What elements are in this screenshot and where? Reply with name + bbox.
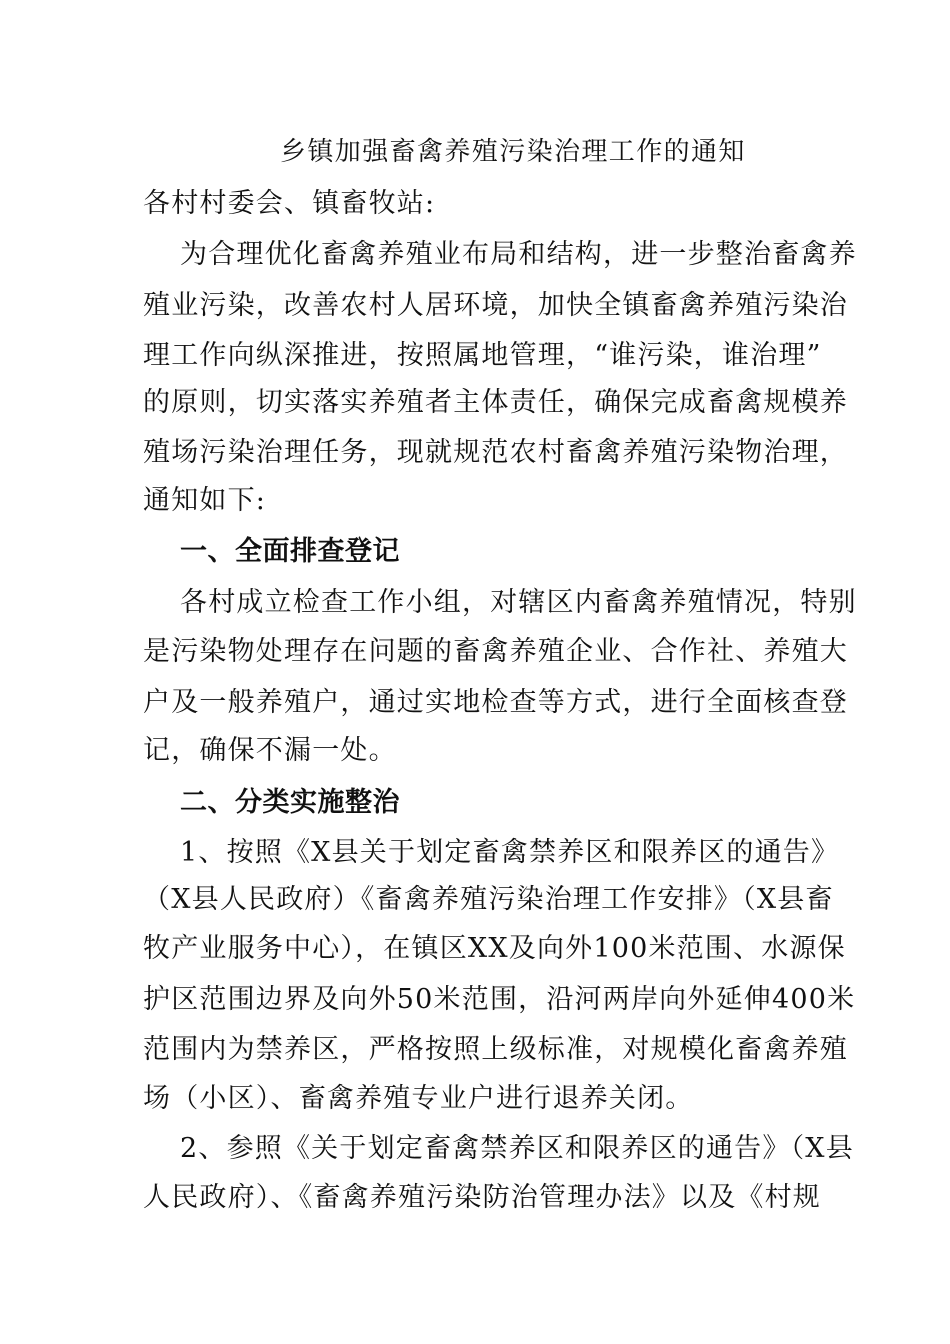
paragraph-line: 理工作向纵深推进，按照属地管理，“谁污染，谁治理” xyxy=(143,340,822,371)
paragraph-line: 牧产业服务中心），在镇区XX及向外100米范围、水源保 xyxy=(143,933,846,964)
document-title: 乡镇加强畜禽养殖污染治理工作的通知 xyxy=(280,137,746,167)
paragraph-line: 记，确保不漏一处。 xyxy=(143,735,397,766)
paragraph-line: 殖业污染，改善农村人居环境，加快全镇畜禽养殖污染治 xyxy=(143,290,848,321)
paragraph-line: 各村成立检查工作小组，对辖区内畜禽养殖情况，特别 xyxy=(180,587,857,618)
paragraph-line: 场（小区）、畜禽养殖专业户进行退养关闭。 xyxy=(143,1083,694,1114)
paragraph-line: 2、参照《关于划定畜禽禁养区和限养区的通告》（X县 xyxy=(180,1133,854,1164)
paragraph-line: 通知如下: xyxy=(143,485,267,516)
paragraph-line: 为合理优化畜禽养殖业布局和结构，进一步整治畜禽养 xyxy=(180,239,857,270)
paragraph-line: 的原则，切实落实养殖者主体责任，确保完成畜禽规模养 xyxy=(143,387,848,418)
salutation: 各村村委会、镇畜牧站: xyxy=(143,188,436,219)
paragraph-line: 范围内为禁养区，严格按照上级标准，对规模化畜禽养殖 xyxy=(143,1034,848,1065)
paragraph-line: 1、按照《X县关于划定畜禽禁养区和限养区的通告》 xyxy=(180,837,840,868)
paragraph-line: 户及一般养殖户，通过实地检查等方式，进行全面核查登 xyxy=(143,687,848,718)
paragraph-line: （X县人民政府）《畜禽养殖污染治理工作安排》（X县畜 xyxy=(143,884,834,915)
paragraph-line: 殖场污染治理任务，现就规范农村畜禽养殖污染物治理， xyxy=(143,437,848,468)
section-heading: 一、全面排查登记 xyxy=(180,536,400,567)
paragraph-line: 人民政府）、《畜禽养殖污染防治管理办法》以及《村规 xyxy=(143,1182,821,1213)
paragraph-line: 护区范围边界及向外50米范围，沿河两岸向外延伸400米 xyxy=(143,984,856,1015)
paragraph-line: 是污染物处理存在问题的畜禽养殖企业、合作社、养殖大 xyxy=(143,636,848,667)
section-heading: 二、分类实施整治 xyxy=(180,787,400,818)
